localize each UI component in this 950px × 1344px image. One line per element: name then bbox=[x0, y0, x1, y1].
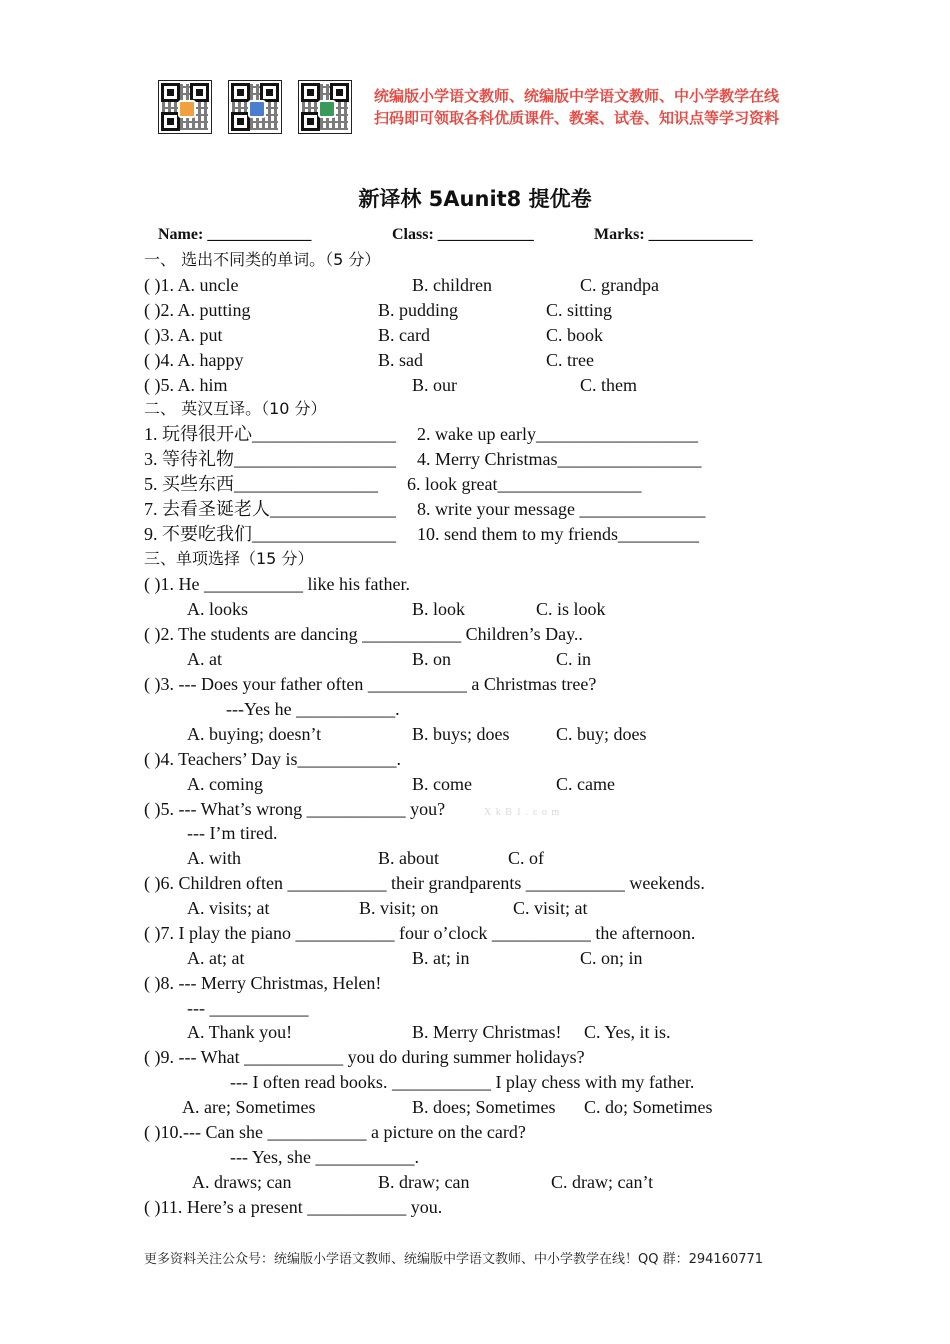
s3-q3-stem: ( )3. --- Does your father often ___________ a Christmas tree? bbox=[144, 674, 597, 694]
page-footer: 更多资料关注公众号：统编版小学语文教师、统编版中学语文教师、中小学教学在线！QQ 群：294160771 bbox=[144, 1252, 764, 1267]
s2-item-10: 10. send them to my friends_________ bbox=[417, 524, 699, 544]
s1-q4: ( )4. A. happy bbox=[144, 350, 244, 370]
section3-heading: 三、单项选择（15 分） bbox=[144, 549, 314, 568]
section1-heading: 一、 选出不同类的单词。（5 分） bbox=[144, 250, 381, 269]
s3-q5-b: B. about bbox=[378, 848, 439, 868]
class-field: Class: ____________ bbox=[392, 226, 534, 243]
s3-q8-b: B. Merry Christmas! bbox=[412, 1022, 562, 1042]
s3-q11-stem: ( )11. Here’s a present ___________ you. bbox=[144, 1197, 443, 1217]
s1-q3-b: B. card bbox=[378, 325, 430, 345]
s3-q4-c: C. came bbox=[556, 774, 615, 794]
promo-line-1: 统编版小学语文教师、统编版中学语文教师、中小学教学在线 bbox=[374, 87, 780, 105]
s2-item-2: 2. wake up early__________________ bbox=[417, 424, 698, 444]
promo-line-2: 扫码即可领取各科优质课件、教案、试卷、知识点等学习资料 bbox=[374, 109, 780, 127]
s3-q3-b: B. buys; does bbox=[412, 724, 510, 744]
s2-item-6: 6. look great________________ bbox=[407, 474, 642, 494]
page-title: 新译林 5Aunit8 提优卷 bbox=[358, 187, 592, 211]
s3-q3-c: C. buy; does bbox=[556, 724, 647, 744]
s3-q3-a: A. buying; doesn’t bbox=[187, 724, 322, 744]
s1-q1: ( )1. A. uncle bbox=[144, 275, 239, 295]
s3-q7-c: C. on; in bbox=[580, 948, 643, 968]
s3-q9-a: A. are; Sometimes bbox=[182, 1097, 316, 1117]
s3-q8-stem: ( )8. --- Merry Christmas, Helen! bbox=[144, 973, 382, 993]
qr-code-icon bbox=[158, 80, 212, 134]
s2-item-7: 7. 去看圣诞老人______________ bbox=[144, 499, 396, 519]
s3-q5-reply: --- I’m tired. bbox=[187, 823, 278, 843]
s3-q10-reply: --- Yes, she ___________. bbox=[230, 1147, 419, 1167]
s2-item-3: 3. 等待礼物__________________ bbox=[144, 449, 396, 469]
s3-q5-a: A. with bbox=[187, 848, 241, 868]
s3-q1-a: A. looks bbox=[187, 599, 249, 619]
qr-code-icon bbox=[298, 80, 352, 134]
s1-q1-b: B. children bbox=[412, 275, 492, 295]
section2-heading: 二、 英汉互译。（10 分） bbox=[144, 399, 327, 418]
s3-q7-a: A. at; at bbox=[187, 948, 245, 968]
s2-item-9: 9. 不要吃我们________________ bbox=[144, 524, 396, 544]
s3-q10-c: C. draw; can’t bbox=[551, 1172, 654, 1192]
s3-q6-c: C. visit; at bbox=[513, 898, 588, 918]
s3-q1-stem: ( )1. He ___________ like his father. bbox=[144, 574, 410, 594]
s1-q4-c: C. tree bbox=[546, 350, 594, 370]
s3-q6-a: A. visits; at bbox=[187, 898, 270, 918]
s1-q2: ( )2. A. putting bbox=[144, 300, 251, 320]
s1-q2-c: C. sitting bbox=[546, 300, 613, 320]
s2-item-4: 4. Merry Christmas________________ bbox=[417, 449, 702, 469]
s1-q3-c: C. book bbox=[546, 325, 604, 345]
s3-q10-b: B. draw; can bbox=[378, 1172, 470, 1192]
s1-q5-c: C. them bbox=[580, 375, 637, 395]
s3-q1-b: B. look bbox=[412, 599, 466, 619]
s3-q5-c: C. of bbox=[508, 848, 544, 868]
s1-q5-b: B. our bbox=[412, 375, 457, 395]
s3-q9-stem: ( )9. --- What ___________ you do during summer holidays? bbox=[144, 1047, 585, 1067]
marks-field: Marks: _____________ bbox=[594, 226, 753, 243]
promo-banner bbox=[158, 80, 779, 134]
s1-q1-c: C. grandpa bbox=[580, 275, 659, 295]
s3-q9-b: B. does; Sometimes bbox=[412, 1097, 556, 1117]
s2-item-1: 1. 玩得很开心________________ bbox=[144, 424, 396, 444]
s1-q2-b: B. pudding bbox=[378, 300, 459, 320]
s3-q8-reply: --- ___________ bbox=[187, 998, 309, 1018]
promo-text bbox=[374, 85, 779, 129]
s3-q2-c: C. in bbox=[556, 649, 592, 669]
s3-q10-stem: ( )10.--- Can she ___________ a picture on the card? bbox=[144, 1122, 526, 1142]
s3-q9-c: C. do; Sometimes bbox=[584, 1097, 713, 1117]
s3-q2-a: A. at bbox=[187, 649, 222, 669]
s3-q4-stem: ( )4. Teachers’ Day is___________. bbox=[144, 749, 402, 769]
s3-q4-a: A. coming bbox=[187, 774, 263, 794]
s3-q5-stem: ( )5. --- What’s wrong ___________ you? bbox=[144, 799, 446, 819]
qr-code-icon bbox=[228, 80, 282, 134]
s2-item-5: 5. 买些东西________________ bbox=[144, 474, 378, 494]
s3-q9-reply: --- I often read books. ___________ I play chess with my father. bbox=[230, 1072, 695, 1092]
watermark: X k B 1 . c o m bbox=[484, 807, 561, 818]
s3-q7-b: B. at; in bbox=[412, 948, 470, 968]
name-field: Name: _____________ bbox=[158, 226, 312, 243]
s3-q8-a: A. Thank you! bbox=[187, 1022, 293, 1042]
s1-q4-b: B. sad bbox=[378, 350, 423, 370]
s1-q3: ( )3. A. put bbox=[144, 325, 223, 345]
s1-q5: ( )5. A. him bbox=[144, 375, 228, 395]
s3-q6-b: B. visit; on bbox=[359, 898, 439, 918]
s3-q2-stem: ( )2. The students are dancing ___________ Children’s Day.. bbox=[144, 624, 583, 644]
s3-q10-a: A. draws; can bbox=[192, 1172, 292, 1192]
s3-q2-b: B. on bbox=[412, 649, 452, 669]
s2-item-8: 8. write your message ______________ bbox=[417, 499, 706, 519]
s3-q8-c: C. Yes, it is. bbox=[584, 1022, 671, 1042]
s3-q4-b: B. come bbox=[412, 774, 472, 794]
s3-q6-stem: ( )6. Children often ___________ their grandparents ___________ weekends. bbox=[144, 873, 705, 893]
s3-q7-stem: ( )7. I play the piano ___________ four o’clock ___________ the afternoon. bbox=[144, 923, 696, 943]
s3-q3-reply: ---Yes he ___________. bbox=[226, 699, 400, 719]
s3-q1-c: C. is look bbox=[536, 599, 606, 619]
